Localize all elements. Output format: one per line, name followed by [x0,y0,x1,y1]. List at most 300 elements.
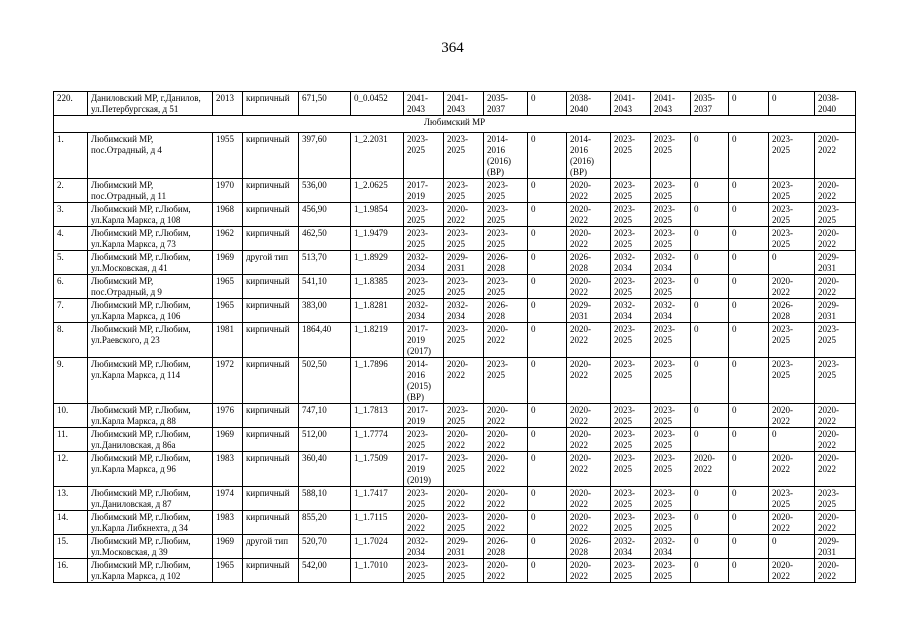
row-number-cell: 3. [54,203,88,227]
table-cell: 2020- 2022 [769,404,815,428]
table-cell: 2017- 2019 (2017) [404,323,444,358]
table-row [54,511,856,535]
table-cell: 0 [528,251,567,275]
table-row [54,559,856,583]
table-cell: 2023- 2025 [651,203,691,227]
table-cell: 2023- 2025 [611,203,651,227]
table-cell: 2041- 2043 [444,92,484,116]
table-cell: 2026- 2028 [484,535,528,559]
table-cell: 2013 [213,92,243,116]
table-cell: 2029- 2031 [444,535,484,559]
table-row [54,203,856,227]
table-cell: 0 [528,227,567,251]
table-cell: 2020- 2022 [567,487,611,511]
table-cell: 2023- 2025 [815,203,856,227]
table-cell: 2032- 2034 [404,535,444,559]
table-cell: 1_1.9854 [351,203,404,227]
table-cell: 2023- 2025 [484,227,528,251]
table-cell: 2020- 2022 [567,227,611,251]
table-cell: 2020- 2022 [815,227,856,251]
table-cell: 0 [729,275,769,299]
table-cell: 2023- 2025 [611,275,651,299]
table-cell: 2029- 2031 [567,299,611,323]
table-cell: 2020- 2022 [815,428,856,452]
table-cell: 0 [729,358,769,404]
table-cell: 2020- 2022 [691,452,729,487]
row-number-cell: 12. [54,452,88,487]
table-cell: 1_1.8281 [351,299,404,323]
table-cell: 2020- 2022 [567,428,611,452]
table-cell: 2014- 2016 (2016) (ВР) [567,133,611,179]
table-cell: кирпичный [243,358,299,404]
table-cell: 1_1.7010 [351,559,404,583]
table-cell: 542,00 [299,559,351,583]
table-cell: 456,90 [299,203,351,227]
table-cell: 2026- 2028 [567,251,611,275]
table-cell: 2023- 2025 [611,179,651,203]
row-number-cell: 11. [54,428,88,452]
table-cell: 2023- 2025 [769,227,815,251]
table-cell: 2020- 2022 [567,404,611,428]
table-cell: 2032- 2034 [651,535,691,559]
table-cell: 2020- 2022 [484,487,528,511]
address-cell: Любимский МР, пос.Отрадный, д 11 [88,179,213,203]
table-cell: 2023- 2025 [769,487,815,511]
table-cell: 2023- 2025 [651,487,691,511]
table-cell: 2023- 2025 [769,203,815,227]
table-cell: 2023- 2025 [444,404,484,428]
table-cell: 2023- 2025 [651,559,691,583]
table-cell: кирпичный [243,92,299,116]
address-cell: Любимский МР, г.Любим, ул.Московская, д 41 [88,251,213,275]
table-cell: 2020- 2022 [567,275,611,299]
table-cell: 2023- 2025 [651,179,691,203]
table-cell: 2020- 2022 [444,358,484,404]
table-cell: 2023- 2025 [769,358,815,404]
table-cell: 2020- 2022 [815,404,856,428]
table-cell: 1_1.7774 [351,428,404,452]
table-cell: кирпичный [243,275,299,299]
table-cell: 2038- 2040 [567,92,611,116]
table-cell: 2020- 2022 [484,323,528,358]
table-cell: 0 [528,511,567,535]
table-cell: 1981 [213,323,243,358]
table-cell: 2020- 2022 [567,323,611,358]
table-cell: 2023- 2025 [769,179,815,203]
table-cell: 1962 [213,227,243,251]
table-cell: 2032- 2034 [651,299,691,323]
table-cell: 2038- 2040 [815,92,856,116]
table-cell: 2020- 2022 [815,511,856,535]
section-title: Любимский МР [54,116,856,133]
table-cell: 1965 [213,559,243,583]
table-cell: 1969 [213,535,243,559]
table-cell: 0 [691,559,729,583]
table-cell: 2023- 2025 [651,428,691,452]
address-cell: Любимский МР, г.Любим, ул.Карла Маркса, д 96 [88,452,213,487]
table-cell: 2032- 2034 [611,299,651,323]
table-cell: 520,70 [299,535,351,559]
table-cell: 1970 [213,179,243,203]
row-number-cell: 1. [54,133,88,179]
table-cell: 2020- 2022 [444,487,484,511]
table-row [54,404,856,428]
table-cell: 2032- 2034 [444,299,484,323]
table-cell: 2020- 2022 [484,559,528,583]
table-cell: 2032- 2034 [404,251,444,275]
table-cell: 2020- 2022 [484,404,528,428]
table-row [54,251,856,275]
table-cell: 2023- 2025 [611,452,651,487]
table-row [54,92,856,116]
table-cell: 2014- 2016 (2016) (ВР) [484,133,528,179]
table-cell: 2023- 2025 [611,358,651,404]
address-cell: Любимский МР, г.Любим, ул.Карла Маркса, д 88 [88,404,213,428]
housing-table [53,91,856,583]
table-cell: кирпичный [243,179,299,203]
table-row [54,133,856,179]
table-cell: 0 [528,559,567,583]
address-cell: Любимский МР, г.Любим, ул.Карла Либкнехта, д 34 [88,511,213,535]
table-cell: 2020- 2022 [567,358,611,404]
table-cell: 2020- 2022 [444,428,484,452]
address-cell: Даниловский МР, г.Данилов, ул.Петербургская, д 51 [88,92,213,116]
table-cell: 0 [528,299,567,323]
table-cell: 0 [691,203,729,227]
row-number-cell: 6. [54,275,88,299]
table-cell: 671,50 [299,92,351,116]
table-cell: 747,10 [299,404,351,428]
table-cell: 0 [528,487,567,511]
table-cell: 0 [528,535,567,559]
table-cell: 2023- 2025 [651,227,691,251]
table-cell: 2023- 2025 [651,323,691,358]
table-cell: 2020- 2022 [815,133,856,179]
table-cell: 360,40 [299,452,351,487]
table-cell: 0 [691,428,729,452]
table-cell: 2032- 2034 [611,535,651,559]
table-row [54,299,856,323]
table-cell: 855,20 [299,511,351,535]
table-cell: 0 [691,511,729,535]
table-cell: кирпичный [243,133,299,179]
table-cell: 2020- 2022 [484,428,528,452]
table-cell: 2023- 2025 [769,133,815,179]
table-cell: 2023- 2025 [611,559,651,583]
table-cell: 2020- 2022 [769,511,815,535]
table-cell: 0 [528,203,567,227]
table-cell: 541,10 [299,275,351,299]
table-cell: кирпичный [243,511,299,535]
table-cell: 0 [729,535,769,559]
table-cell: 2032- 2034 [611,251,651,275]
address-cell: Любимский МР, г.Любим, ул.Раевского, д 23 [88,323,213,358]
table-cell: 2023- 2025 [444,323,484,358]
table-cell: другой тип [243,251,299,275]
table-cell: 0 [528,404,567,428]
table-cell: 2026- 2028 [769,299,815,323]
table-cell: 2023- 2025 [444,227,484,251]
table-cell: 2023- 2025 [404,227,444,251]
table-cell: 2023- 2025 [651,452,691,487]
table-cell: 2014- 2016 (2015) (ВР) [404,358,444,404]
table-cell: 1983 [213,511,243,535]
table-cell: кирпичный [243,404,299,428]
table-cell: 1965 [213,275,243,299]
table-cell: 0 [729,323,769,358]
table-cell: кирпичный [243,559,299,583]
table-cell: 0 [769,535,815,559]
table-cell: 2023- 2025 [769,323,815,358]
table-cell: 1_2.0625 [351,179,404,203]
table-cell: 2023- 2025 [611,133,651,179]
table-cell: 2023- 2025 [444,133,484,179]
table-row [54,535,856,559]
table-cell: 1_1.8929 [351,251,404,275]
table-row [54,358,856,404]
table-cell: 0 [691,535,729,559]
address-cell: Любимский МР, г.Любим, ул.Карла Маркса, д 102 [88,559,213,583]
table-cell: 2023- 2025 [611,428,651,452]
table-cell: 0 [528,275,567,299]
table-cell: 512,00 [299,428,351,452]
row-number-cell: 7. [54,299,88,323]
address-cell: Любимский МР, пос.Отрадный, д 9 [88,275,213,299]
table-cell: 1983 [213,452,243,487]
table-cell: 1974 [213,487,243,511]
table-cell: 2023- 2025 [444,275,484,299]
table-cell: 0 [691,358,729,404]
table-cell: 2023- 2025 [611,227,651,251]
table-cell: 0 [769,251,815,275]
table-cell: кирпичный [243,452,299,487]
table-cell: 2023- 2025 [484,358,528,404]
table-cell: 2023- 2025 [444,452,484,487]
table-cell: 1968 [213,203,243,227]
table-cell: 502,50 [299,358,351,404]
table-cell: 2020- 2022 [484,452,528,487]
table-cell: 397,60 [299,133,351,179]
table-cell: 2020- 2022 [815,452,856,487]
table-cell: 2023- 2025 [651,358,691,404]
table-cell: 1_1.7417 [351,487,404,511]
table-cell: 0 [691,404,729,428]
table-cell: 2020- 2022 [769,559,815,583]
address-cell: Любимский МР, пос.Отрадный, д 4 [88,133,213,179]
table-cell: 2023- 2025 [815,358,856,404]
table-cell: 0 [729,133,769,179]
table-cell: 2023- 2025 [484,179,528,203]
table-cell: 2023- 2025 [611,323,651,358]
table-cell: кирпичный [243,203,299,227]
table-cell: 1_1.7813 [351,404,404,428]
table-cell: 0 [729,299,769,323]
row-number-cell: 2. [54,179,88,203]
table-cell: 0 [729,559,769,583]
table-cell: 1969 [213,428,243,452]
table-cell: 2020- 2022 [444,203,484,227]
table-cell: 2026- 2028 [484,251,528,275]
table-cell: 2020- 2022 [815,559,856,583]
table-cell: 0 [691,227,729,251]
table-cell: кирпичный [243,428,299,452]
table-cell: 0 [729,251,769,275]
address-cell: Любимский МР, г.Любим, ул.Даниловская, д 86а [88,428,213,452]
row-number-cell: 8. [54,323,88,358]
table-cell: 1_2.2031 [351,133,404,179]
table-cell: 2017- 2019 [404,404,444,428]
table-cell: 0 [528,452,567,487]
table-cell: 2041- 2043 [651,92,691,116]
table-cell: 0 [528,428,567,452]
table-cell: 2023- 2025 [651,275,691,299]
row-number-cell: 14. [54,511,88,535]
table-cell: кирпичный [243,323,299,358]
table-cell: 0 [729,511,769,535]
table-cell: 2020- 2022 [567,179,611,203]
table-cell: 1_1.8219 [351,323,404,358]
table-cell: 2017- 2019 [404,179,444,203]
row-number-cell: 13. [54,487,88,511]
table-cell: 0 [729,203,769,227]
table-cell: 2023- 2025 [815,323,856,358]
table-row [54,428,856,452]
table-cell: 2020- 2022 [567,559,611,583]
address-cell: Любимский МР, г.Любим, ул.Карла Маркса, д 108 [88,203,213,227]
table-cell: 2032- 2034 [651,251,691,275]
table-cell: 0 [528,358,567,404]
table-row [54,275,856,299]
table-cell: 2029- 2031 [815,299,856,323]
table-cell: 2020- 2022 [567,203,611,227]
table-cell: 2020- 2022 [815,179,856,203]
table-cell: 2020- 2022 [484,511,528,535]
table-cell: 2029- 2031 [815,251,856,275]
table-row [54,487,856,511]
table-cell: 0 [528,133,567,179]
address-cell: Любимский МР, г.Любим, ул.Карла Маркса, д 73 [88,227,213,251]
table-cell: 513,70 [299,251,351,275]
table-cell: 1_1.7896 [351,358,404,404]
table-cell: 588,10 [299,487,351,511]
table-cell: 0 [729,92,769,116]
table-cell: 2020- 2022 [815,275,856,299]
table-cell: 2023- 2025 [651,511,691,535]
table-cell: 2023- 2025 [404,203,444,227]
table-cell: 2023- 2025 [484,203,528,227]
table-cell: 0 [729,404,769,428]
section-row [54,116,856,133]
table-cell: 0 [691,275,729,299]
table-cell: 2023- 2025 [444,511,484,535]
table-cell: 462,50 [299,227,351,251]
table-cell: 1_1.7024 [351,535,404,559]
table-cell: 383,00 [299,299,351,323]
address-cell: Любимский МР, г.Любим, ул.Московская, д 39 [88,535,213,559]
table-cell: 2020- 2022 [404,511,444,535]
row-number-cell: 15. [54,535,88,559]
table-cell: 2023- 2025 [611,404,651,428]
table-cell: 2017- 2019 (2019) [404,452,444,487]
address-cell: Любимский МР, г.Любим, ул.Карла Маркса, д 106 [88,299,213,323]
table-cell: 0 [528,323,567,358]
table-cell: 2023- 2025 [404,559,444,583]
table-cell: 0 [691,487,729,511]
table-cell: 2041- 2043 [611,92,651,116]
table-row [54,179,856,203]
page-number: 364 [441,40,464,56]
table-cell: 2023- 2025 [404,275,444,299]
row-number-cell: 16. [54,559,88,583]
table-cell: 0 [528,92,567,116]
row-number-cell: 5. [54,251,88,275]
table-cell: 1976 [213,404,243,428]
table-cell: 2020- 2022 [567,511,611,535]
table-cell: 2023- 2025 [611,487,651,511]
table-cell: 2035- 2037 [484,92,528,116]
table-cell: кирпичный [243,227,299,251]
table-cell: 1864,40 [299,323,351,358]
table-cell: 2023- 2025 [444,559,484,583]
table-cell: 0 [528,179,567,203]
table-cell: 0 [729,428,769,452]
table-cell: 0 [729,487,769,511]
row-number-cell: 220. [54,92,88,116]
table-cell: 2023- 2025 [484,275,528,299]
table-cell: 2023- 2025 [444,179,484,203]
table-cell: 0_0.0452 [351,92,404,116]
table-cell: 2026- 2028 [484,299,528,323]
table-cell: 0 [691,133,729,179]
table-cell: 2020- 2022 [769,452,815,487]
table-cell: 2023- 2025 [611,511,651,535]
table-cell: 2023- 2025 [404,428,444,452]
table-cell: 2023- 2025 [651,133,691,179]
table-cell: 1_1.9479 [351,227,404,251]
table-cell: 1969 [213,251,243,275]
table-cell: другой тип [243,535,299,559]
table-row [54,227,856,251]
table-cell: 2023- 2025 [404,487,444,511]
address-cell: Любимский МР, г.Любим, ул.Карла Маркса, д 114 [88,358,213,404]
table-cell: 536,00 [299,179,351,203]
table-cell: 2020- 2022 [567,452,611,487]
table-cell: 0 [769,92,815,116]
table-cell: кирпичный [243,299,299,323]
table-cell: 0 [691,251,729,275]
table-cell: 2035- 2037 [691,92,729,116]
table-cell: 0 [691,323,729,358]
address-cell: Любимский МР, г.Любим, ул.Даниловская, д 87 [88,487,213,511]
table-cell: 1965 [213,299,243,323]
table-row [54,452,856,487]
table-cell: 0 [729,179,769,203]
table-cell: 0 [769,428,815,452]
table-cell: 1_1.7115 [351,511,404,535]
table-cell: 1_1.8385 [351,275,404,299]
table-cell: 2023- 2025 [651,404,691,428]
table-cell: 2029- 2031 [444,251,484,275]
table-cell: 2020- 2022 [769,275,815,299]
table-body [54,92,856,583]
row-number-cell: 9. [54,358,88,404]
table-cell: кирпичный [243,487,299,511]
table-cell: 0 [691,299,729,323]
table-cell: 2023- 2025 [815,487,856,511]
table-cell: 2032- 2034 [404,299,444,323]
table-cell: 1_1.7509 [351,452,404,487]
table-cell: 0 [729,227,769,251]
